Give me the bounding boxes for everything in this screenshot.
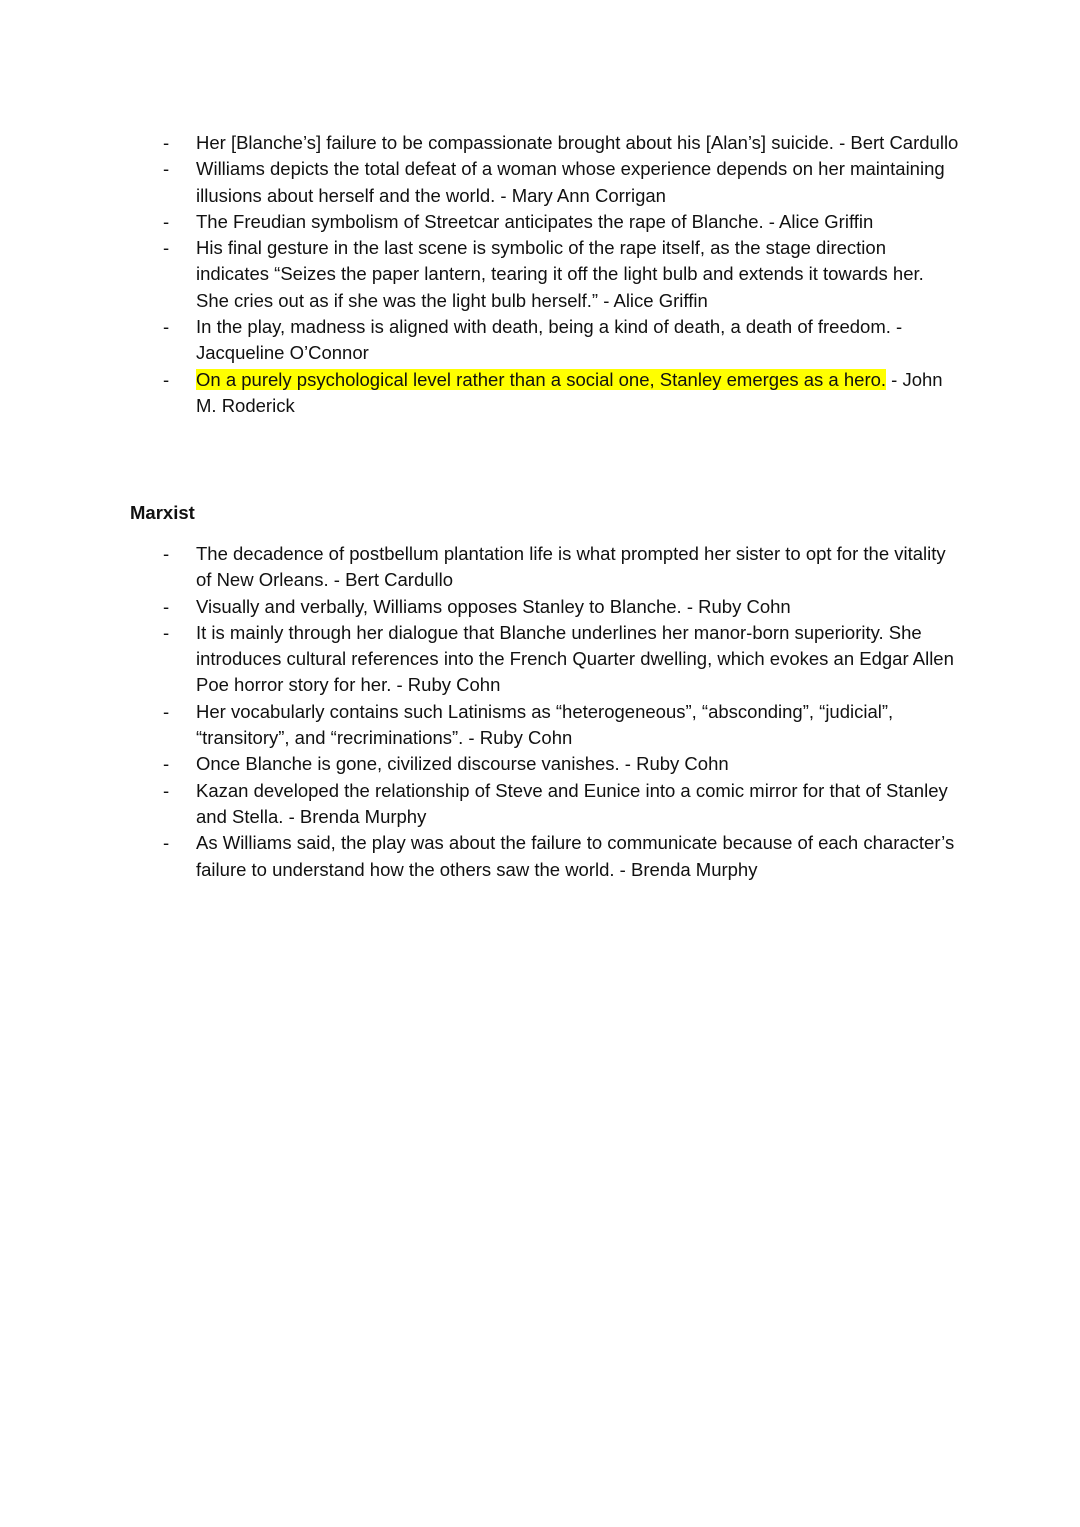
- bullet-dash: -: [163, 237, 170, 259]
- quote-attribution: - John M. Roderick: [196, 368, 943, 416]
- quote-list-psychoanalytic: [0, 130, 1080, 419]
- list-item: [0, 620, 1080, 699]
- bullet-dash: -: [163, 132, 170, 153]
- quote-list-marxist: [0, 541, 1080, 883]
- quote-text: Visually and verbally, Williams opposes Stanley to Blanche. - Ruby Cohn: [196, 595, 791, 617]
- list-item: [0, 314, 1080, 367]
- bullet-dash: -: [163, 595, 170, 617]
- bullet-dash: -: [163, 753, 170, 775]
- list-item: [0, 830, 1080, 883]
- quote-text: In the play, madness is aligned with death, being a kind of death, a death of freedom. - Jacqueline O’Connor: [196, 316, 903, 364]
- list-item: [0, 699, 1080, 752]
- quote-text: The Freudian symbolism of Streetcar anticipates the rape of Blanche. - Alice Griffin: [196, 210, 874, 232]
- quote-text: Her vocabularly contains such Latinisms as “heterogeneous”, “absconding”, “judicial”, “transitory”, and “recriminations”. - Ruby Cohn: [196, 700, 894, 749]
- list-item: [0, 594, 1080, 620]
- bullet-dash: -: [163, 543, 170, 564]
- quote-text: It is mainly through her dialogue that Blanche underlines her manor-born superiority. She introduces cultural references into the French Quarter dwelling, which evokes an Edgar Allen Poe horror story for her. - Ruby Cohn: [196, 621, 954, 696]
- bullet-dash: -: [163, 832, 170, 854]
- bullet-dash: -: [163, 368, 170, 390]
- list-item: [0, 130, 1080, 156]
- bullet-dash: -: [163, 779, 170, 801]
- section-heading-marxist: Marxist: [130, 502, 195, 523]
- quote-text: Kazan developed the relationship of Steve and Eunice into a comic mirror for that of Stanley and Stella. - Brenda Murphy: [196, 779, 948, 827]
- bullet-dash: -: [163, 316, 170, 338]
- list-item: [0, 751, 1080, 777]
- quote-text: Once Blanche is gone, civilized discourse vanishes. - Ruby Cohn: [196, 753, 729, 775]
- list-item: [0, 367, 1080, 420]
- quote-text: Her [Blanche’s] failure to be compassionate brought about his [Alan’s] suicide. - Bert Cardullo: [196, 132, 959, 153]
- list-item: [0, 209, 1080, 235]
- bullet-dash: -: [163, 700, 170, 722]
- list-item: [0, 778, 1080, 831]
- quote-text: His final gesture in the last scene is symbolic of the rape itself, as the stage direction indicates “Seizes the paper lantern, tearing it off the light bulb and extends it towards her. She cries out as if she was the light bulb herself.” - Alice Griffin: [196, 237, 924, 311]
- list-item: [0, 235, 1080, 314]
- quote-text: As Williams said, the play was about the failure to communicate because of each character’s failure to understand how the others saw the world. - Brenda Murphy: [196, 832, 955, 880]
- quote-text: The decadence of postbellum plantation life is what prompted her sister to opt for the vitality of New Orleans. - Bert Cardullo: [196, 543, 946, 591]
- highlighted-quote-text: On a purely psychological level rather than a social one, Stanley emerges as a hero.: [196, 368, 887, 390]
- list-item: [0, 156, 1080, 209]
- bullet-dash: -: [163, 210, 170, 232]
- bullet-dash: -: [163, 621, 170, 643]
- bullet-dash: -: [163, 158, 170, 180]
- list-item: [0, 541, 1080, 594]
- quote-text: Williams depicts the total defeat of a woman whose experience depends on her maintaining illusions about herself and the world. - Mary Ann Corrigan: [196, 158, 945, 206]
